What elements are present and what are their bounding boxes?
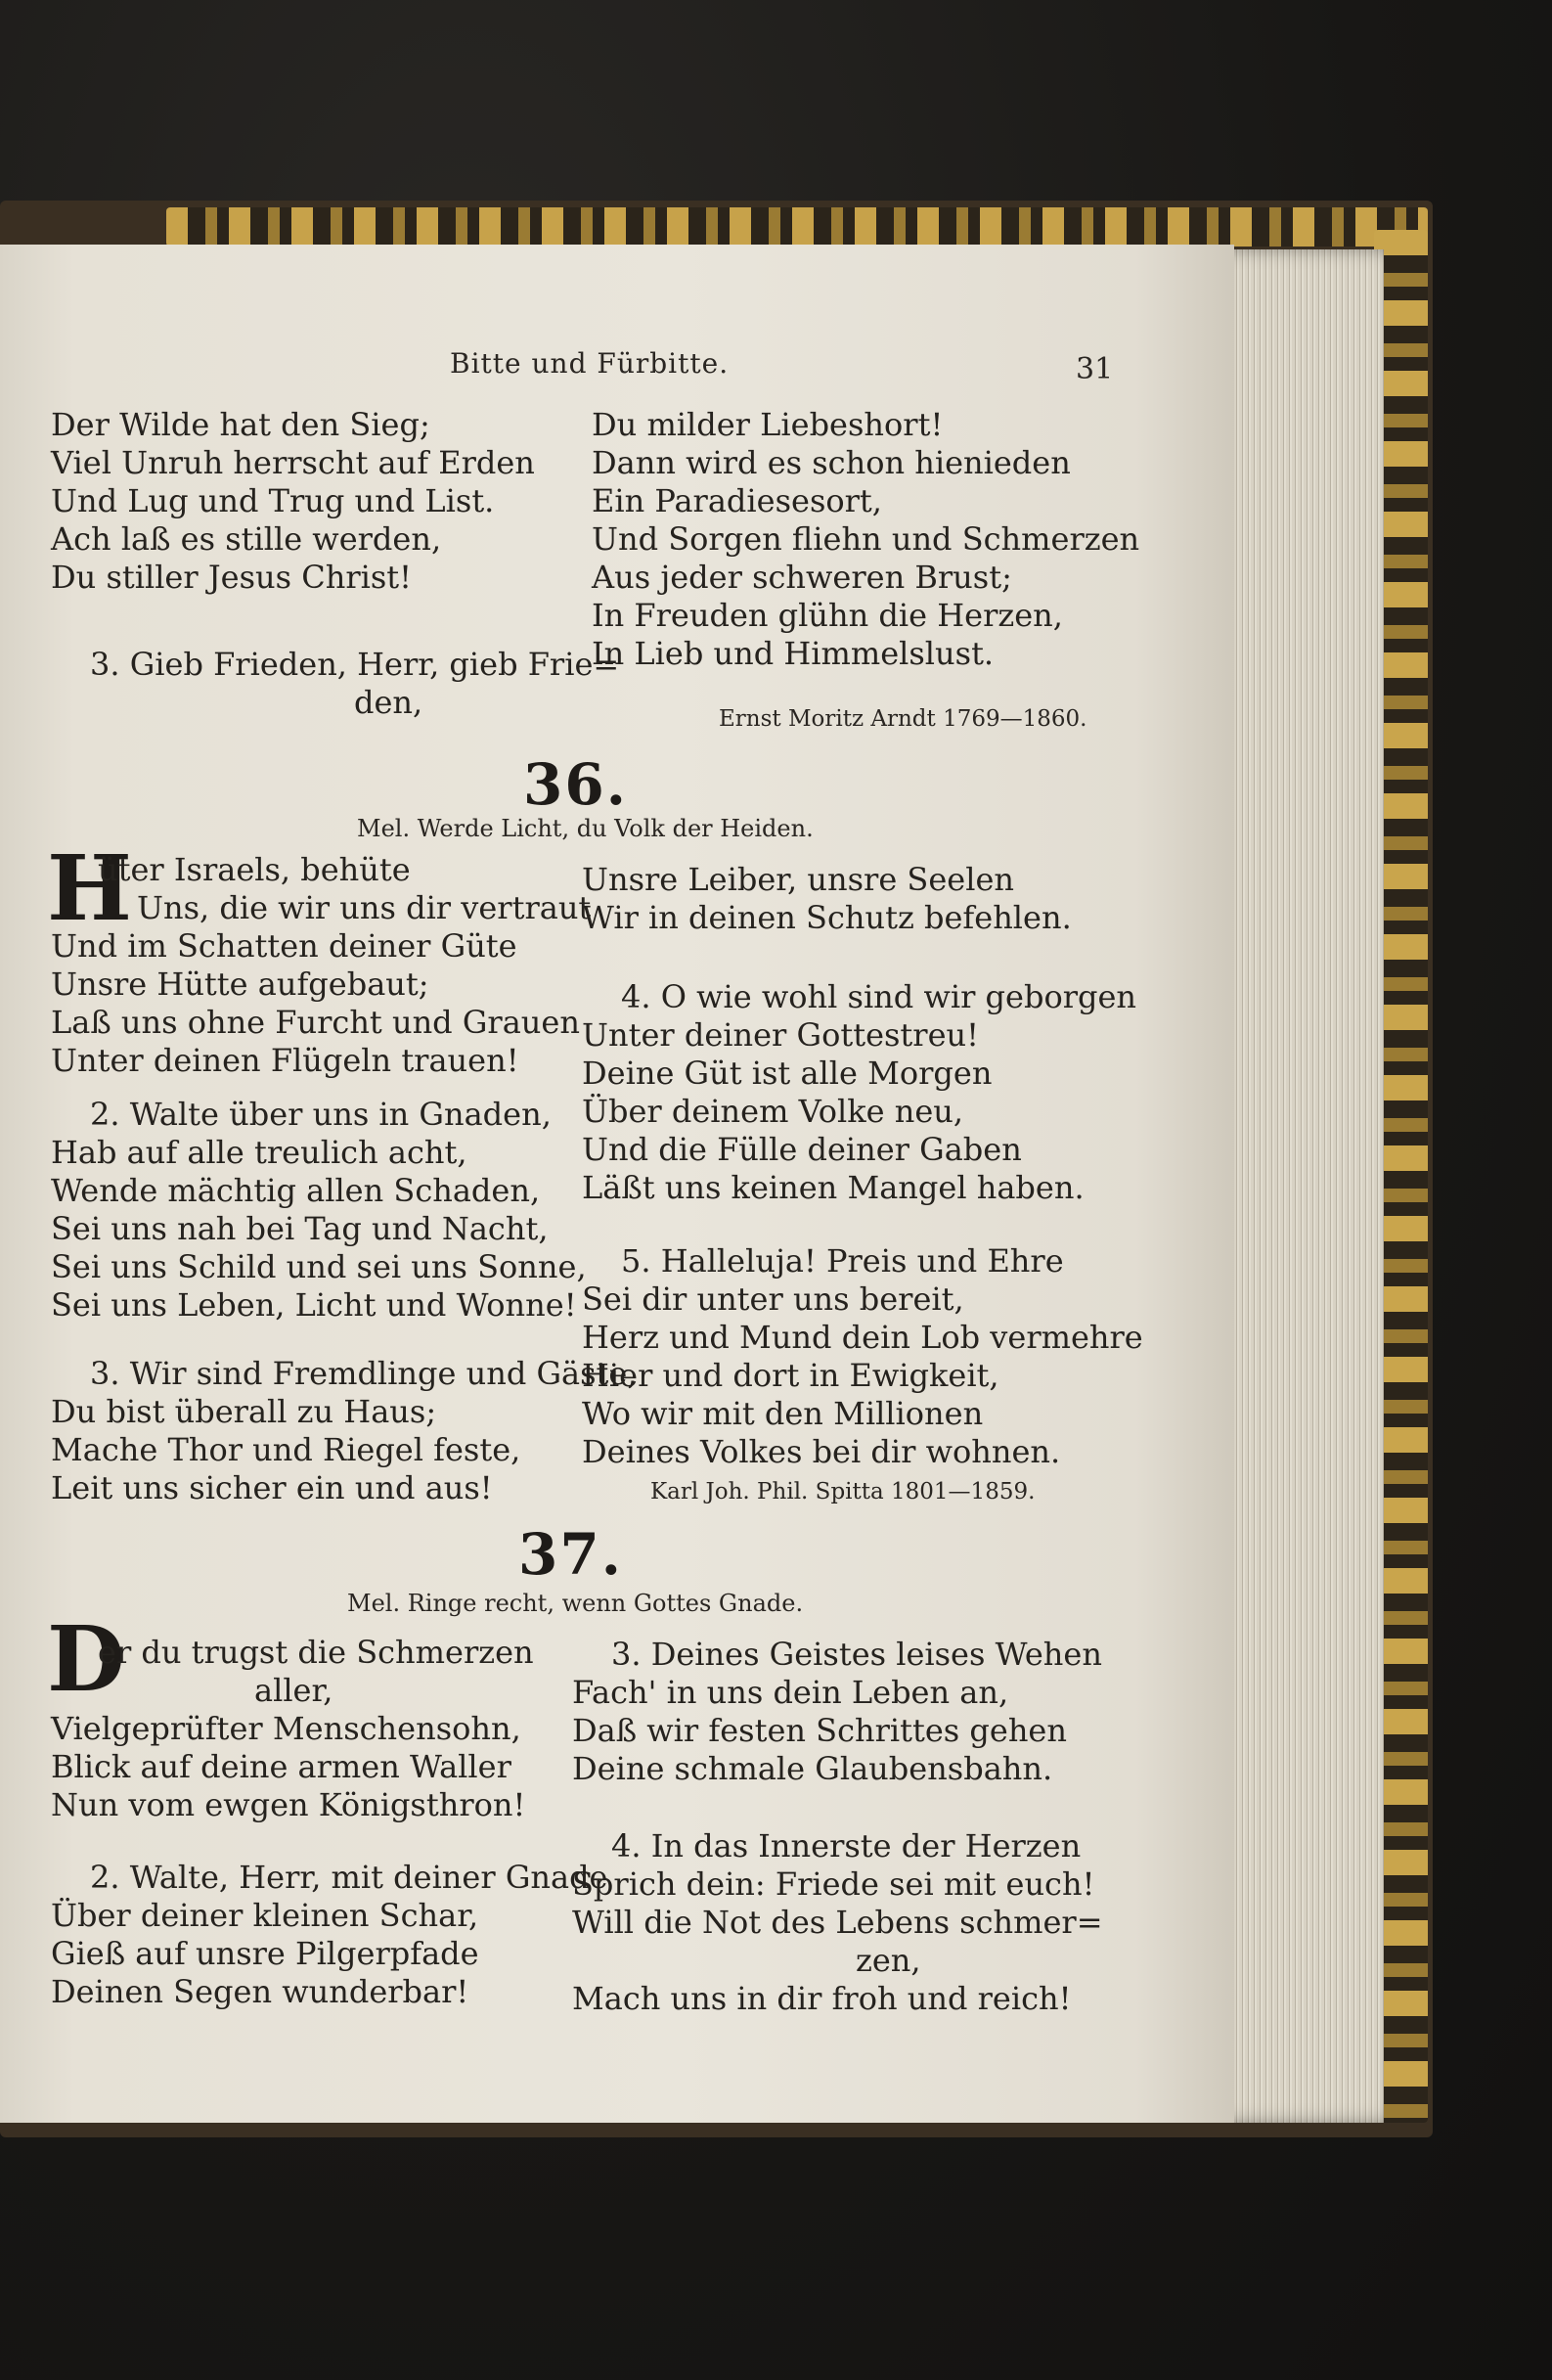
verse-line: Daß wir festen Schrittes gehen xyxy=(572,1712,1067,1749)
verse-line: Ein Paradiesesort, xyxy=(592,482,882,519)
verse-line: Gieß auf unsre Pilgerpfade xyxy=(51,1935,479,1972)
verse-line: Deines Volkes bei dir wohnen. xyxy=(582,1433,1061,1470)
verse-line: Unter deinen Flügeln trauen! xyxy=(51,1042,519,1079)
verse-line: Wende mächtig allen Schaden, xyxy=(51,1172,541,1209)
verse-line: Der Wilde hat den Sieg; xyxy=(51,406,430,443)
top-left-verse-3 xyxy=(90,646,619,722)
verse-line: 3. Wir sind Fremdlinge und Gäste, xyxy=(90,1355,638,1392)
verse-line: Mache Thor und Riegel feste, xyxy=(51,1431,521,1468)
hymn37-verse-2 xyxy=(51,1859,607,2011)
verse-line: Aus jeder schweren Brust; xyxy=(592,559,1012,596)
author-attribution: Ernst Moritz Arndt 1769—1860. xyxy=(719,706,1087,732)
hymn37-verse-1 xyxy=(51,1710,525,1824)
hymn36-verse-2 xyxy=(51,1096,587,1325)
verse-line: Läßt uns keinen Mangel haben. xyxy=(582,1169,1085,1206)
verse-line: Über deinem Volke neu, xyxy=(582,1093,964,1130)
hymn-number: 36. xyxy=(523,751,628,818)
verse-line: Ach laß es stille werden, xyxy=(51,520,442,558)
hymn36-verse-3 xyxy=(51,1355,638,1507)
verse-line: Über deiner kleinen Schar, xyxy=(51,1897,479,1934)
verse-line: Du stiller Jesus Christ! xyxy=(51,559,412,596)
verse-line: Fach' in uns dein Leben an, xyxy=(572,1674,1009,1711)
verse-line: Nun vom ewgen Königsthron! xyxy=(51,1786,526,1823)
verse-line: Du bist überall zu Haus; xyxy=(51,1393,437,1430)
verse-line: Mach uns in dir froh und reich! xyxy=(572,1980,1072,2017)
drop-cap: D xyxy=(47,1606,125,1712)
verse-line: Und im Schatten deiner Güte xyxy=(51,927,517,965)
page-number: 31 xyxy=(1076,352,1114,386)
verse-line: Und Sorgen fliehn und Schmerzen xyxy=(592,520,1140,558)
verse-line: Und die Fülle deiner Gaben xyxy=(582,1131,1022,1168)
verse-line: Herz und Mund dein Lob vermehre xyxy=(582,1319,1143,1356)
hymn36-verse-1 xyxy=(51,927,580,1080)
verse-line: Unsre Hütte aufgebaut; xyxy=(51,965,429,1003)
melody-line: Mel. Ringe recht, wenn Gottes Gnade. xyxy=(347,1590,804,1617)
verse-line: Wo wir mit den Millionen xyxy=(582,1395,984,1432)
top-left-stanza xyxy=(51,406,535,597)
melody-line: Mel. Werde Licht, du Volk der Heiden. xyxy=(357,815,814,842)
top-right-stanza xyxy=(592,406,1139,673)
verse-line: Uns, die wir uns dir vertraut xyxy=(137,889,592,926)
running-title: Bitte und Fürbitte. xyxy=(450,347,730,380)
verse-line: Sei uns nah bei Tag und Nacht, xyxy=(51,1210,549,1247)
verse-line: üter Israels, behüte xyxy=(98,851,411,888)
verse-line: Hab auf alle treulich acht, xyxy=(51,1134,467,1171)
gilt-edge-top xyxy=(166,207,1428,247)
verse-line: Blick auf deine armen Waller xyxy=(51,1748,511,1785)
verse-line: Sei uns Schild und sei uns Sonne, xyxy=(51,1248,587,1285)
verse-line: 4. In das Innerste der Herzen xyxy=(611,1827,1082,1864)
verse-line: Leit uns sicher ein und aus! xyxy=(51,1469,493,1506)
verse-line: Hier und dort in Ewigkeit, xyxy=(582,1357,999,1394)
verse-line: Will die Not des Lebens schmer= xyxy=(572,1904,1103,1941)
hymn36-verse-5 xyxy=(582,1242,1143,1471)
verse-line: Sei uns Leben, Licht und Wonne! xyxy=(51,1286,577,1324)
verse-line: Deine Güt ist alle Morgen xyxy=(582,1055,993,1092)
verse-line: 2. Walte, Herr, mit deiner Gnade xyxy=(90,1859,608,1896)
hymn37-verse-4 xyxy=(572,1827,1103,2018)
hymn37-verse-3 xyxy=(572,1636,1102,1788)
verse-line: Sprich dein: Friede sei mit euch! xyxy=(572,1865,1095,1903)
verse-line: Sei dir unter uns bereit, xyxy=(582,1280,964,1318)
verse-line: er du trugst die Schmerzen xyxy=(98,1634,534,1671)
verse-line: 5. Halleluja! Preis und Ehre xyxy=(621,1242,1064,1280)
verse-line: Du milder Liebeshort! xyxy=(592,406,944,443)
verse-line: In Lieb und Himmelslust. xyxy=(592,635,995,672)
hymn-number: 37. xyxy=(518,1521,623,1588)
verse-line: 3. Deines Geistes leises Wehen xyxy=(611,1636,1102,1673)
verse-line: 3. Gieb Frieden, Herr, gieb Frie= xyxy=(90,646,620,683)
verse-line: Deinen Segen wunderbar! xyxy=(51,1973,469,2010)
verse-line: Vielgeprüfter Menschensohn, xyxy=(51,1710,521,1747)
verse-line: In Freuden glühn die Herzen, xyxy=(592,597,1063,634)
verse-line: 4. O wie wohl sind wir geborgen xyxy=(621,978,1137,1015)
verse-line: Unsre Leiber, unsre Seelen xyxy=(582,861,1014,898)
hymn37-opening xyxy=(98,1634,534,1710)
verse-line: Laß uns ohne Furcht und Grauen xyxy=(51,1004,580,1041)
verse-line: Unter deiner Gottestreu! xyxy=(582,1016,979,1054)
verse-line: Wir in deinen Schutz befehlen. xyxy=(582,899,1072,936)
verse-line: den, xyxy=(354,684,423,721)
verse-line: aller, xyxy=(254,1672,333,1709)
hymn36-verse-1-cont xyxy=(582,861,1072,937)
hymn36-opening xyxy=(98,851,591,927)
verse-line: 2. Walte über uns in Gnaden, xyxy=(90,1096,552,1133)
verse-line: Dann wird es schon hienieden xyxy=(592,444,1071,481)
verse-line: Deine schmale Glaubensbahn. xyxy=(572,1750,1053,1787)
hymn36-verse-4 xyxy=(582,978,1136,1207)
verse-line: Viel Unruh herrscht auf Erden xyxy=(51,444,535,481)
drop-cap: H xyxy=(47,835,132,941)
verse-line: zen, xyxy=(856,1942,921,1979)
author-attribution: Karl Joh. Phil. Spitta 1801—1859. xyxy=(650,1479,1036,1504)
verse-line: Und Lug und Trug und List. xyxy=(51,482,495,519)
